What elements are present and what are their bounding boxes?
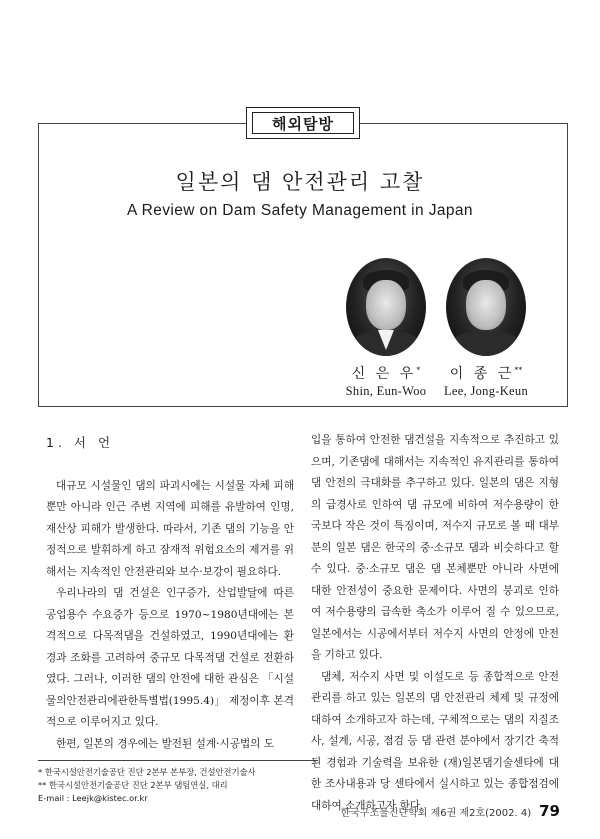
paragraph: 대규모 시설물인 댐의 파괴시에는 시설물 자체 피해뿐만 아니라 인근 주변 지역에 피해를 유발하여 인명, 재산상 피해가 발생한다. 따라서, 기존 댐의 기능을 안정적으로 발휘하게 하고 잠재적 위험요소의 제거를 위해서는 지속적인 안전관리와 보수·보강이 필요하다. [46,479,294,578]
footnote-email: E-mail : Leejk@kistec.or.kr [38,793,148,803]
left-column [46,430,294,755]
author-mark: * [416,365,421,375]
paragraph: 댐체, 저수지 사면 및 이설도로 등 종합적으로 안전관리를 하고 있는 일본의 댐 안전관리 체제 및 규정에 대하여 소개하고자 하는데, 구체적으로는 댐의 지질조사, 설계, 시공, 점검 등 댐 관련 분야에서 장기간 축적된 경험과 기술력을 보유한 (재)일본댐기술센타에 대한 조사내용과 당 센타에서 실시하고 있는 종합점검에 대하여 소개하고자 한다. [311,670,559,812]
footnotes [38,760,318,805]
section-tag [246,107,360,139]
paragraph: 한편, 일본의 경우에는 발전된 설계·시공법의 도 [56,737,275,750]
footnote: ** 한국시설안전기술공단 진단 2본부 댐팀연실, 대리 [38,780,228,790]
author-name-ko: 이 종 근 [449,366,515,382]
author-photo-2 [446,258,526,356]
page-number: 79 [539,802,560,820]
journal-info: 한국구조물진단학회 제6권 제2호(2002. 4) [340,808,532,819]
author-photo-1 [346,258,426,356]
paragraph: 입을 통하여 안전한 댐건설을 지속적으로 추진하고 있으며, 기존댐에 대해서는 지속적인 유지관리를 통하여 댐 안전의 극대화를 추구하고 있다. 일본의 댐은 지형의 급경사로 인하여 댐 규모에 비하여 저수용량이 한국보다 작은 것이 특징이며, 저수지 규모로 볼 때 대부분의 일본 댐은 한국의 중·소규모 댐과 비슷하다고 할 수 있다. 중·소규모 댐은 댐 본체뿐만 아니라 사면에 대한 안전성이 중요한 문제이다. 사면의 붕괴로 인하여 저수용량의 급속한 축소가 이루어 질 수 있으므로, 일본에서는 시공에서부터 저수지 사면의 안정에 만전을 기하고 있다. [311,434,559,661]
author-name-en: Shin, Eun-Woo [345,384,427,398]
title-korean: 일본의 댐 안전관리 고찰 [175,170,425,194]
title-english: A Review on Dam Safety Management in Japan [127,202,473,219]
page-footer [340,802,560,820]
author-name-en: Lee, Jong-Keun [443,384,529,398]
section-tag-label: 해외탐방 [252,112,354,134]
right-column [311,430,559,817]
footnote: * 한국시설안전기술공단 진단 2본부 본부장, 건설안전기술사 [38,767,256,777]
author-name-ko: 신 은 우 [351,366,417,382]
author-mark: ** [514,365,523,375]
section-heading: 1. 서 언 [46,435,115,450]
author-2 [423,258,549,399]
paragraph: 우리나라의 댐 건설은 인구증가, 산업발달에 따른 공업용수 수요증가 등으로 1970~1980년대에는 본격적으로 다목적댐을 건설하였고, 1990년대에는 환경과 조화를 고려하여 중규모 다목적댐 건설로 전환하였다. 그러나, 이러한 댐의 안전에 대한 관심은 「시설물의안전관리에관한특별법(1995.4)」 제정이후 본격적으로 이루어지고 있다. [46,587,294,728]
